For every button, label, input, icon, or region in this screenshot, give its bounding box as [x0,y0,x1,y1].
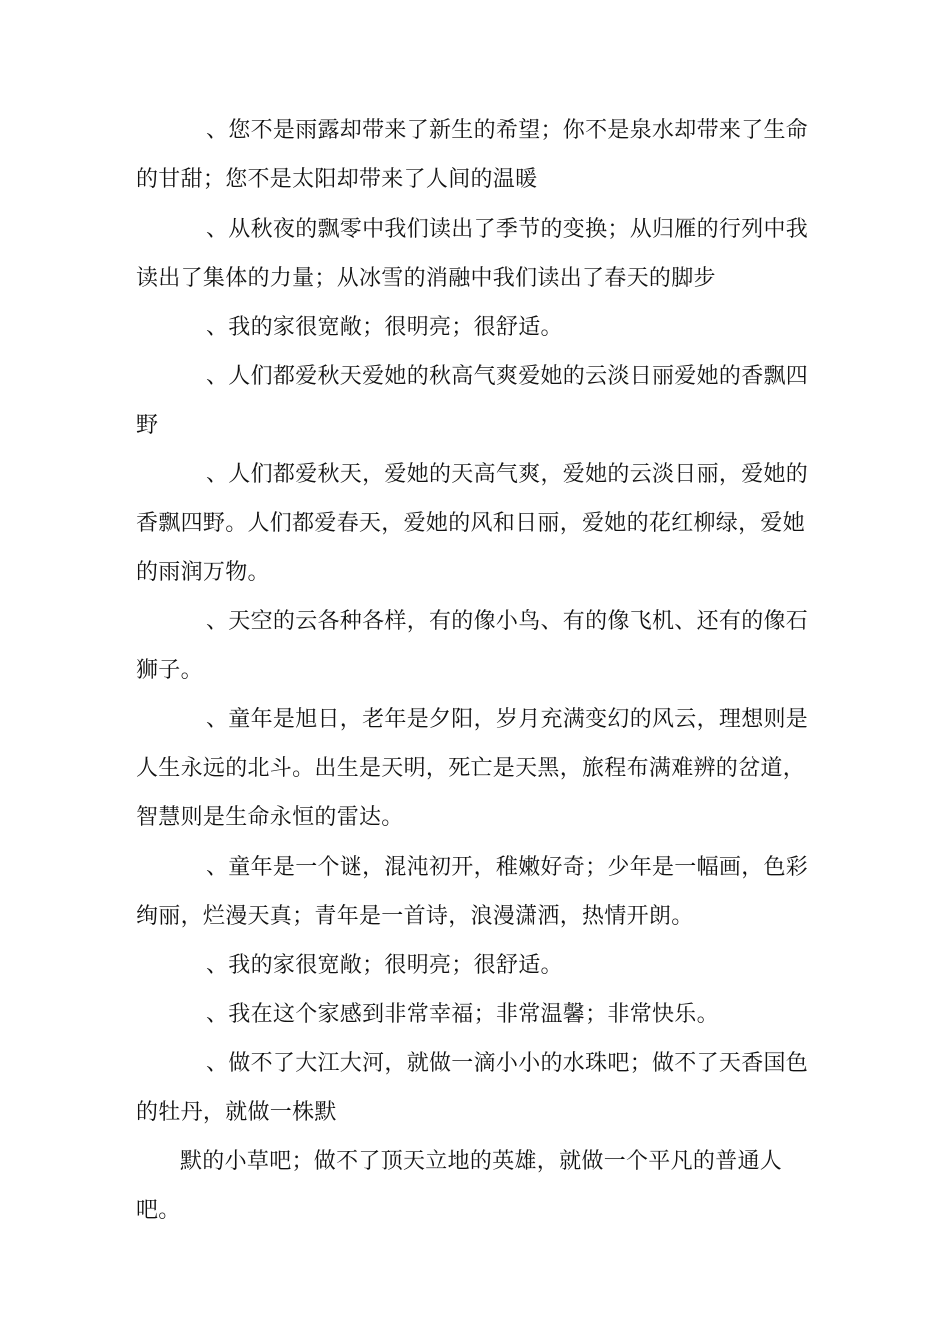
paragraph-5: 、人们都爱秋天，爱她的天高气爽，爱她的云淡日丽，爱她的香飘四野。人们都爱春天，爱她的风和日丽，爱她的花红柳绿，爱她的雨润万物。 [136,462,809,585]
paragraph-11: 、做不了大江大河，就做一滴小小的水珠吧；做不了天香国色的牡丹，就做一株默 [136,1051,809,1125]
paragraph-3: 、我的家很宽敞；很明亮；很舒适。 [206,315,563,340]
paragraph-12: 默的小草吧；做不了顶天立地的英雄，就做一个平凡的普通人吧。 [136,1149,783,1223]
paragraph-4: 、人们都爱秋天爱她的秋高气爽爱她的云淡日丽爱她的香飘四野 [136,364,809,438]
paragraph-8: 、童年是一个谜，混沌初开，稚嫩好奇；少年是一幅画，色彩绚丽，烂漫天真；青年是一首诗，浪漫潇洒，热情开朗。 [136,855,809,929]
paragraph-2: 、从秋夜的飘零中我们读出了季节的变换；从归雁的行列中我读出了集体的力量；从冰雪的消融中我们读出了春天的脚步 [136,217,809,291]
paragraph-9: 、我的家很宽敞；很明亮；很舒适。 [206,953,563,978]
paragraph-6: 、天空的云各种各样，有的像小鸟、有的像飞机、还有的像石狮子。 [136,609,809,683]
paragraph-7: 、童年是旭日，老年是夕阳，岁月充满变幻的风云，理想则是人生永远的北斗。出生是天明，死亡是天黑，旅程布满难辨的岔道，智慧则是生命永恒的雷达。 [136,707,809,830]
paragraph-10: 、我在这个家感到非常幸福；非常温馨；非常快乐。 [206,1002,719,1027]
paragraph-1: 、您不是雨露却带来了新生的希望；你不是泉水却带来了生命的甘甜；您不是太阳却带来了人间的温暖 [136,118,809,192]
